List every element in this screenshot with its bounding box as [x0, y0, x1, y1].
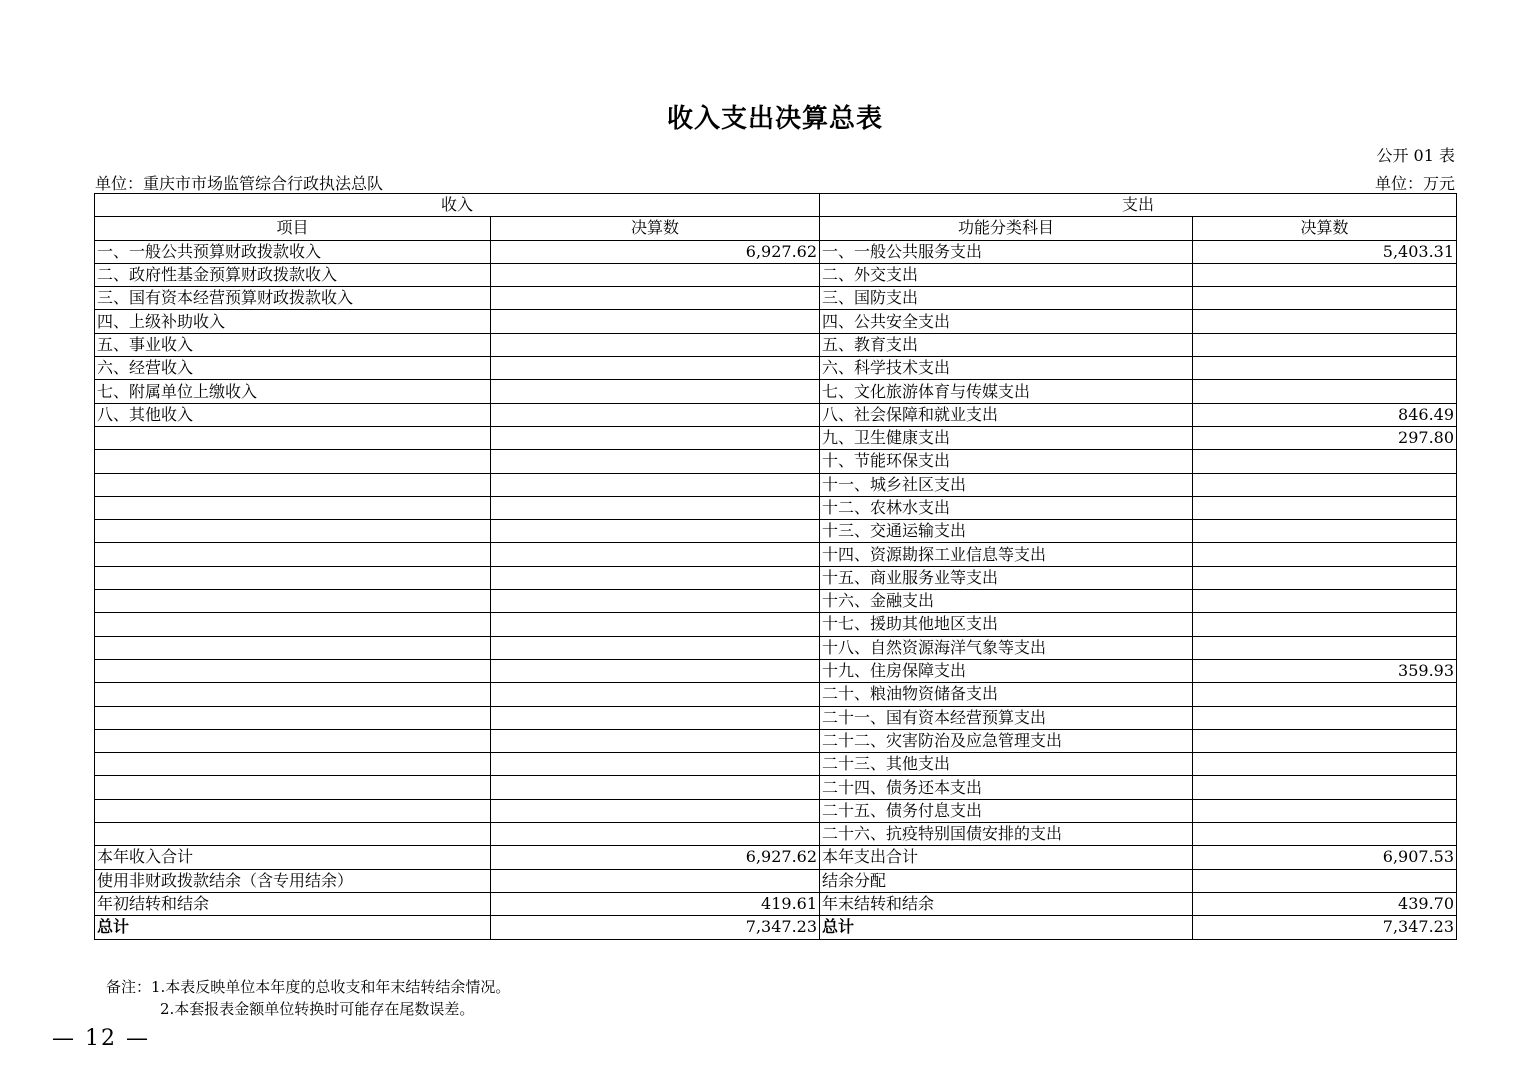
- income-amount-cell: [491, 566, 820, 589]
- expense-amount-cell: [1193, 333, 1457, 356]
- income-item-cell: [95, 659, 491, 682]
- expense-amount-cell: [1193, 380, 1457, 403]
- income-amount-cell: [491, 706, 820, 729]
- income-amount-cell: [491, 357, 820, 380]
- expense-amount-cell: [1193, 823, 1457, 846]
- table-row: [95, 473, 1457, 496]
- income-item-cell: [95, 823, 491, 846]
- table-row: [95, 496, 1457, 519]
- expense-item-cell: 二、外交支出: [820, 263, 1193, 286]
- expense-total-label: 本年支出合计: [820, 846, 1193, 869]
- expense-item-cell: 三、国防支出: [820, 287, 1193, 310]
- expense-amount-cell: [1193, 496, 1457, 519]
- income-header: 收入: [95, 194, 820, 217]
- nonfiscal-label: 使用非财政拨款结余（含专用结余）: [95, 869, 491, 892]
- note-line-1: 备注：1.本表反映单位本年度的总收支和年末结转结余情况。: [106, 978, 511, 996]
- income-amount-cell: [491, 776, 820, 799]
- expense-item-cell: 十一、城乡社区支出: [820, 473, 1193, 496]
- table-row: [95, 869, 1457, 892]
- table-row: [95, 590, 1457, 613]
- begin-balance-label: 年初结转和结余: [95, 892, 491, 915]
- expense-item-cell: 七、文化旅游体育与传媒支出: [820, 380, 1193, 403]
- expense-item-cell: 二十六、抗疫特别国债安排的支出: [820, 823, 1193, 846]
- table-row: [95, 753, 1457, 776]
- table-row: [95, 543, 1457, 566]
- table-row: [95, 706, 1457, 729]
- income-amount-cell: [491, 310, 820, 333]
- income-item-cell: 三、国有资本经营预算财政拨款收入: [95, 287, 491, 310]
- expense-amount-cell: [1193, 520, 1457, 543]
- item-column-header: 项目: [95, 217, 491, 240]
- income-item-cell: [95, 590, 491, 613]
- amount-column-header: 决算数: [491, 217, 820, 240]
- table-row: [95, 357, 1457, 380]
- income-amount-cell: [491, 590, 820, 613]
- expense-item-cell: 十九、住房保障支出: [820, 659, 1193, 682]
- table-row: [95, 823, 1457, 846]
- expense-item-cell: 十七、援助其他地区支出: [820, 613, 1193, 636]
- income-amount-cell: [491, 287, 820, 310]
- income-item-cell: [95, 543, 491, 566]
- expense-amount-cell: [1193, 753, 1457, 776]
- income-amount-cell: [491, 636, 820, 659]
- expense-amount-cell: [1193, 357, 1457, 380]
- expense-amount-cell: 846.49: [1193, 403, 1457, 426]
- income-item-cell: [95, 426, 491, 449]
- expense-amount-cell: [1193, 566, 1457, 589]
- expense-item-cell: 十六、金融支出: [820, 590, 1193, 613]
- expense-item-cell: 二十一、国有资本经营预算支出: [820, 706, 1193, 729]
- income-amount-cell: [491, 426, 820, 449]
- income-item-cell: 四、上级补助收入: [95, 310, 491, 333]
- income-amount-cell: [491, 380, 820, 403]
- expense-amount-cell: [1193, 543, 1457, 566]
- income-amount-cell: [491, 450, 820, 473]
- expense-amount-cell: [1193, 799, 1457, 822]
- grand-total-label: 总计: [95, 916, 491, 939]
- table-row: [95, 799, 1457, 822]
- income-item-cell: 七、附属单位上缴收入: [95, 380, 491, 403]
- grand-total-expense-value: 7,347.23: [1193, 916, 1457, 939]
- income-amount-cell: 6,927.62: [491, 240, 820, 263]
- table-row: [95, 916, 1457, 939]
- income-item-cell: [95, 520, 491, 543]
- table-row: [95, 450, 1457, 473]
- table-row: [95, 520, 1457, 543]
- expense-amount-cell: [1193, 263, 1457, 286]
- income-amount-cell: [491, 659, 820, 682]
- income-item-cell: [95, 566, 491, 589]
- expense-amount-cell: 359.93: [1193, 659, 1457, 682]
- expense-item-cell: 二十二、灾害防治及应急管理支出: [820, 729, 1193, 752]
- expense-item-cell: 十二、农林水支出: [820, 496, 1193, 519]
- table-row: [95, 403, 1457, 426]
- expense-item-cell: 二十、粮油物资储备支出: [820, 683, 1193, 706]
- expense-amount-cell: [1193, 636, 1457, 659]
- income-amount-cell: [491, 823, 820, 846]
- table-row: [95, 426, 1457, 449]
- grand-total-label-expense: 总计: [820, 916, 1193, 939]
- expense-item-cell: 十、节能环保支出: [820, 450, 1193, 473]
- income-item-cell: [95, 473, 491, 496]
- income-amount-cell: [491, 333, 820, 356]
- form-number: 公开 01 表: [1376, 146, 1455, 165]
- table-row: [95, 240, 1457, 263]
- page-number: — 12 —: [52, 1026, 150, 1051]
- nonfiscal-value: [491, 869, 820, 892]
- income-expense-table: [94, 193, 1457, 940]
- table-row: [95, 776, 1457, 799]
- expense-amount-cell: [1193, 683, 1457, 706]
- expense-item-cell: 二十三、其他支出: [820, 753, 1193, 776]
- income-item-cell: [95, 799, 491, 822]
- expense-item-cell: 十八、自然资源海洋气象等支出: [820, 636, 1193, 659]
- table-row: [95, 287, 1457, 310]
- expense-item-cell: 八、社会保障和就业支出: [820, 403, 1193, 426]
- table-row: [95, 310, 1457, 333]
- table-header-row: [95, 217, 1457, 240]
- table-row: [95, 729, 1457, 752]
- income-total-value: 6,927.62: [491, 846, 820, 869]
- begin-balance-value: 419.61: [491, 892, 820, 915]
- income-item-cell: [95, 706, 491, 729]
- expense-amount-cell: [1193, 729, 1457, 752]
- income-amount-cell: [491, 520, 820, 543]
- income-item-cell: [95, 636, 491, 659]
- income-amount-cell: [491, 799, 820, 822]
- expense-amount-cell: [1193, 287, 1457, 310]
- table-row: [95, 613, 1457, 636]
- table-row: [95, 566, 1457, 589]
- expense-item-cell: 六、科学技术支出: [820, 357, 1193, 380]
- income-amount-cell: [491, 263, 820, 286]
- expense-item-cell: 十四、资源勘探工业信息等支出: [820, 543, 1193, 566]
- income-item-cell: [95, 683, 491, 706]
- expense-total-value: 6,907.53: [1193, 846, 1457, 869]
- expense-item-cell: 九、卫生健康支出: [820, 426, 1193, 449]
- end-balance-label: 年末结转和结余: [820, 892, 1193, 915]
- income-amount-cell: [491, 729, 820, 752]
- income-item-cell: [95, 776, 491, 799]
- note-line-2: 2.本套报表金额单位转换时可能存在尾数误差。: [160, 1000, 475, 1018]
- expense-amount-cell: [1193, 310, 1457, 333]
- expense-amount-cell: 5,403.31: [1193, 240, 1457, 263]
- income-item-cell: 五、事业收入: [95, 333, 491, 356]
- expense-amount-cell: [1193, 450, 1457, 473]
- income-item-cell: 二、政府性基金预算财政拨款收入: [95, 263, 491, 286]
- expense-item-cell: 十三、交通运输支出: [820, 520, 1193, 543]
- income-item-cell: [95, 450, 491, 473]
- income-amount-cell: [491, 496, 820, 519]
- table-header-group-row: [95, 194, 1457, 217]
- currency-unit: 单位：万元: [1374, 174, 1455, 193]
- expense-item-cell: 一、一般公共服务支出: [820, 240, 1193, 263]
- table-row: [95, 263, 1457, 286]
- expense-item-cell: 十五、商业服务业等支出: [820, 566, 1193, 589]
- expense-amount-cell: [1193, 473, 1457, 496]
- table-row: [95, 659, 1457, 682]
- income-item-cell: [95, 613, 491, 636]
- surplus-dist-label: 结余分配: [820, 869, 1193, 892]
- notes: [106, 976, 510, 1020]
- table-row: [95, 380, 1457, 403]
- expense-header: 支出: [820, 194, 1457, 217]
- income-amount-cell: [491, 683, 820, 706]
- table-body: [95, 240, 1457, 846]
- income-total-label: 本年收入合计: [95, 846, 491, 869]
- table-summary: [95, 846, 1457, 939]
- func-class-column-header: 功能分类科目: [820, 217, 1193, 240]
- income-item-cell: 八、其他收入: [95, 403, 491, 426]
- income-item-cell: [95, 729, 491, 752]
- table-row: [95, 892, 1457, 915]
- income-item-cell: [95, 496, 491, 519]
- table-row: [95, 683, 1457, 706]
- table-row: [95, 636, 1457, 659]
- expense-amount-cell: [1193, 590, 1457, 613]
- table-row: [95, 846, 1457, 869]
- income-amount-cell: [491, 543, 820, 566]
- expense-amount-cell: [1193, 706, 1457, 729]
- income-amount-cell: [491, 403, 820, 426]
- table-row: [95, 333, 1457, 356]
- expense-amount-cell: [1193, 776, 1457, 799]
- page-title: 收入支出决算总表: [666, 104, 883, 134]
- income-amount-cell: [491, 613, 820, 636]
- expense-item-cell: 二十四、债务还本支出: [820, 776, 1193, 799]
- expense-amount-cell: 297.80: [1193, 426, 1457, 449]
- end-balance-value: 439.70: [1193, 892, 1457, 915]
- income-amount-cell: [491, 753, 820, 776]
- expense-item-cell: 二十五、债务付息支出: [820, 799, 1193, 822]
- expense-amount-cell: [1193, 613, 1457, 636]
- income-item-cell: 六、经营收入: [95, 357, 491, 380]
- income-item-cell: 一、一般公共预算财政拨款收入: [95, 240, 491, 263]
- expense-item-cell: 四、公共安全支出: [820, 310, 1193, 333]
- unit-name: 单位：重庆市市场监管综合行政执法总队: [95, 174, 384, 193]
- income-item-cell: [95, 753, 491, 776]
- surplus-dist-value: [1193, 869, 1457, 892]
- income-amount-cell: [491, 473, 820, 496]
- expense-item-cell: 五、教育支出: [820, 333, 1193, 356]
- amount2-column-header: 决算数: [1193, 217, 1457, 240]
- grand-total-income-value: 7,347.23: [491, 916, 820, 939]
